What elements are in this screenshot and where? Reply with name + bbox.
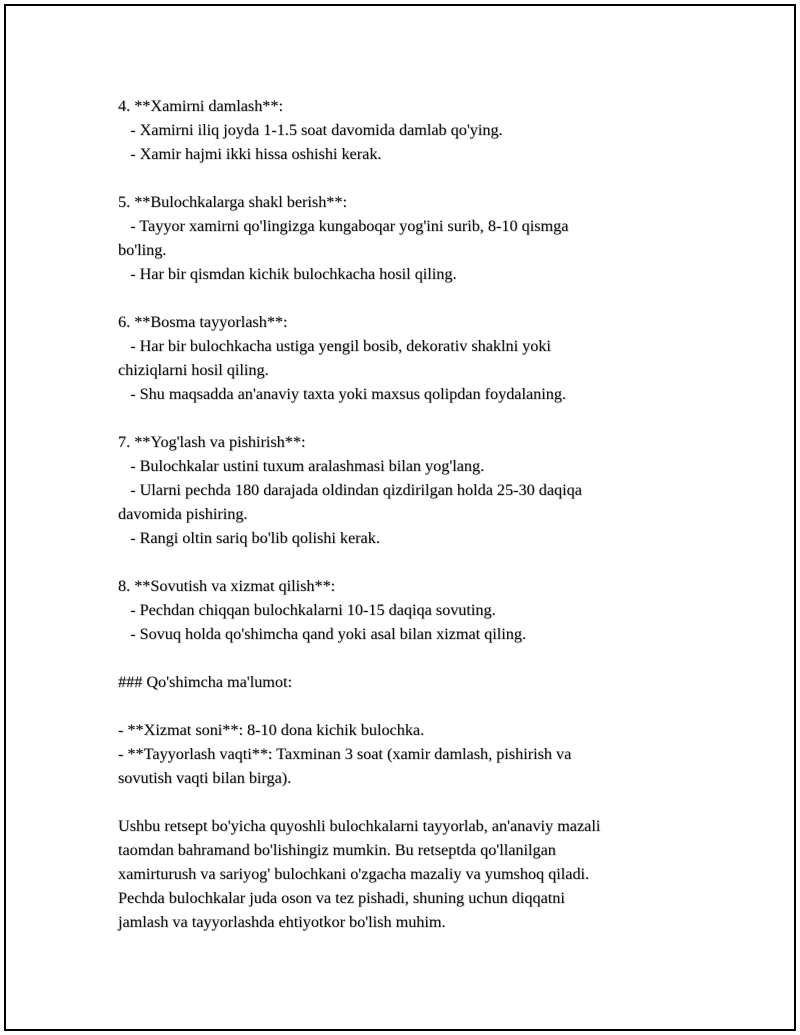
section-step-6 <box>118 310 678 406</box>
closing-line: xamirturush va sariyog' bulochkani o'zgacha mazaliy va yumshoq qiladi. <box>118 865 590 883</box>
paragraph-gap <box>118 550 678 574</box>
paragraph-gap <box>118 790 678 814</box>
section-step-5 <box>118 190 678 286</box>
extra-line: sovutish vaqti bilan birga). <box>118 769 292 787</box>
step-line: - Shu maqsadda an'anaviy taxta yoki maxsus qolipdan foydalaning. <box>118 385 566 403</box>
paragraph-gap <box>118 406 678 430</box>
section-step-4 <box>118 94 678 166</box>
step-line: - Ularni pechda 180 darajada oldindan qizdirilgan holda 25-30 daqiqa <box>118 481 582 499</box>
section-extra-info <box>118 670 678 790</box>
paragraph-gap <box>118 694 678 718</box>
step-line: - Har bir bulochkacha ustiga yengil bosib, dekorativ shaklni yoki <box>118 337 551 355</box>
step-heading: 8. **Sovutish va xizmat qilish**: <box>118 577 336 595</box>
paragraph-gap <box>118 286 678 310</box>
step-line: - Pechdan chiqqan bulochkalarni 10-15 daqiqa sovuting. <box>118 601 496 619</box>
step-line: - Har bir qismdan kichik bulochkacha hosil qiling. <box>118 265 457 283</box>
step-line: - Sovuq holda qo'shimcha qand yoki asal bilan xizmat qiling. <box>118 625 526 643</box>
closing-line: Pechda bulochkalar juda oson va tez pishadi, shuning uchun diqqatni <box>118 889 565 907</box>
document-body <box>118 94 678 934</box>
section-step-8 <box>118 574 678 646</box>
step-heading: 7. **Yog'lash va pishirish**: <box>118 433 306 451</box>
step-line: davomida pishiring. <box>118 505 248 523</box>
extra-line: - **Xizmat soni**: 8-10 dona kichik bulochka. <box>118 721 425 739</box>
extra-line: - **Tayyorlash vaqti**: Taxminan 3 soat (xamir damlash, pishirish va <box>118 745 572 763</box>
step-line: bo'ling. <box>118 241 167 259</box>
step-line: - Xamir hajmi ikki hissa oshishi kerak. <box>118 145 382 163</box>
step-line: - Bulochkalar ustini tuxum aralashmasi bilan yog'lang. <box>118 457 485 475</box>
paragraph-gap <box>118 646 678 670</box>
closing-line: jamlash va tayyorlashda ehtiyotkor bo'lish muhim. <box>118 913 446 931</box>
extra-heading: ### Qo'shimcha ma'lumot: <box>118 673 292 691</box>
paragraph-gap <box>118 166 678 190</box>
section-step-7 <box>118 430 678 550</box>
step-heading: 4. **Xamirni damlash**: <box>118 97 283 115</box>
step-line: - Tayyor xamirni qo'lingizga kungaboqar yog'ini surib, 8-10 qismga <box>118 217 569 235</box>
step-line: chiziqlarni hosil qiling. <box>118 361 269 379</box>
step-line: - Rangi oltin sariq bo'lib qolishi kerak. <box>118 529 380 547</box>
step-heading: 5. **Bulochkalarga shakl berish**: <box>118 193 347 211</box>
closing-line: taomdan bahramand bo'lishingiz mumkin. Bu retseptda qo'llanilgan <box>118 841 556 859</box>
step-heading: 6. **Bosma tayyorlash**: <box>118 313 288 331</box>
step-line: - Xamirni iliq joyda 1-1.5 soat davomida damlab qo'ying. <box>118 121 503 139</box>
closing-paragraph <box>118 814 678 934</box>
closing-line: Ushbu retsept bo'yicha quyoshli bulochkalarni tayyorlab, an'anaviy mazali <box>118 817 601 835</box>
